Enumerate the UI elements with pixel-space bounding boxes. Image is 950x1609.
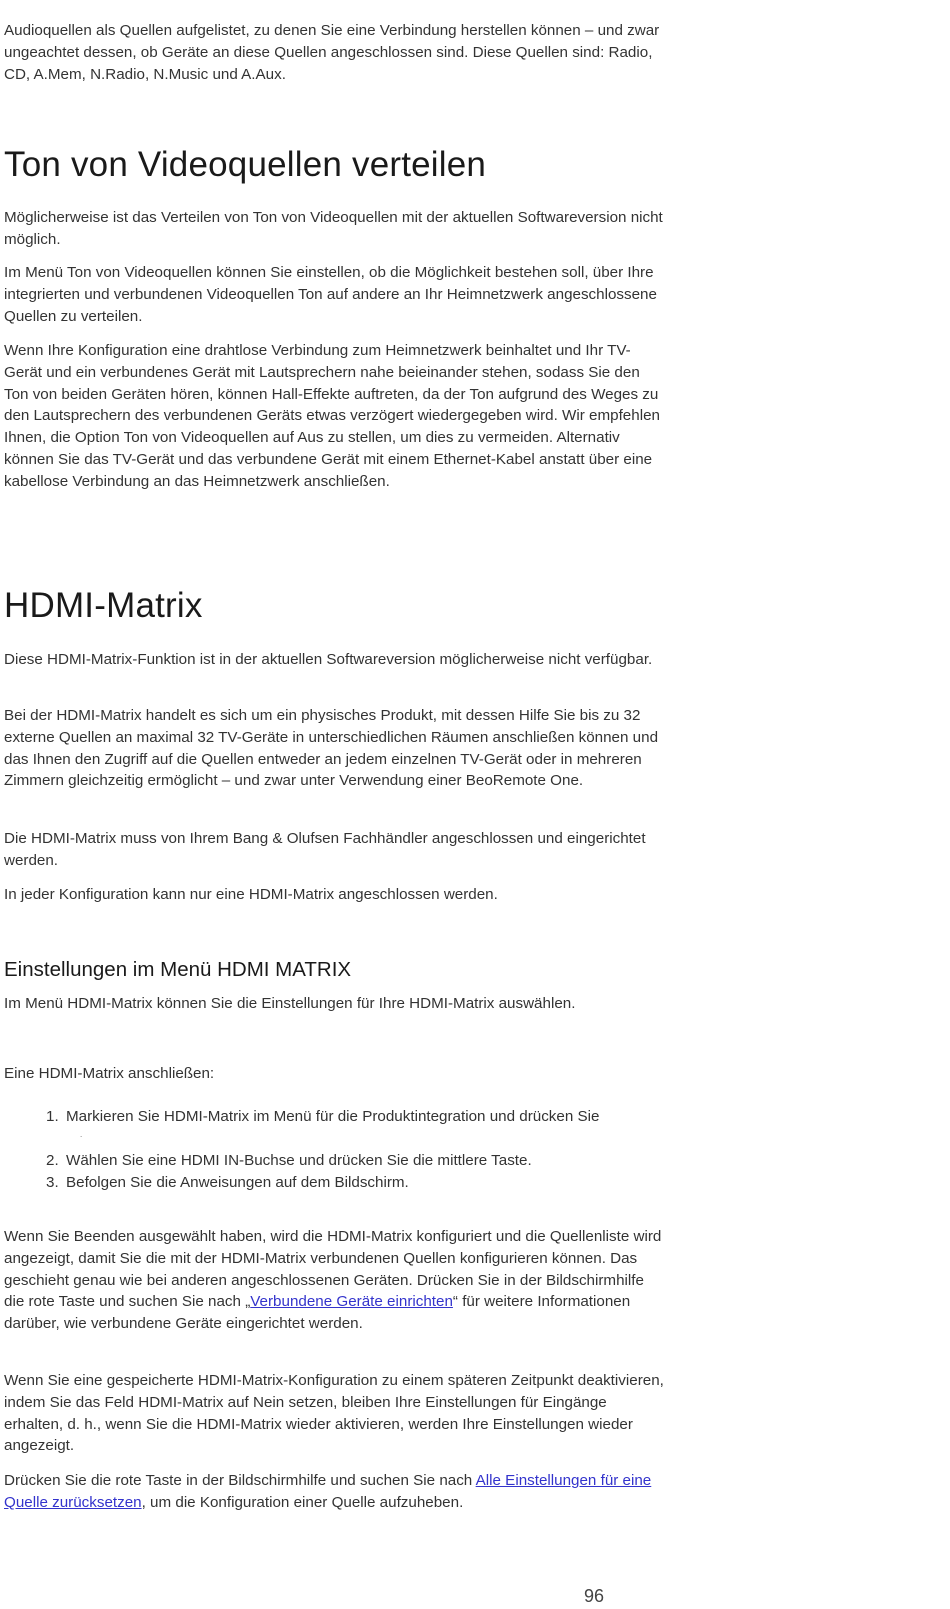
list-item	[4, 1150, 664, 1172]
step-text: Wählen Sie eine HDMI IN-Buchse und drücken Sie die mittlere Taste.	[66, 1152, 532, 1169]
hdmi-paragraph-4: In jeder Konfiguration kann nur eine HDMI-Matrix angeschlossen werden.	[4, 886, 498, 903]
settings-paragraph-4	[4, 1470, 664, 1514]
step-number: 2.	[46, 1152, 59, 1169]
settings-paragraph-1: Im Menü HDMI-Matrix können Sie die Einstellungen für Ihre HDMI-Matrix auswählen.	[4, 995, 576, 1012]
list-item	[4, 1106, 664, 1150]
ton-paragraph-1: Möglicherweise ist das Verteilen von Ton von Videoquellen mit der aktuellen Softwareversion nicht möglich.	[4, 209, 663, 248]
list-intro: Eine HDMI-Matrix anschließen:	[4, 1065, 215, 1082]
step-number: 1.	[46, 1108, 59, 1125]
steps-list	[4, 1106, 664, 1194]
settings-paragraph-4-text: Drücken Sie die rote Taste in der Bildschirmhilfe und suchen Sie nach	[4, 1472, 476, 1489]
step-dot: .	[80, 1130, 83, 1139]
step-number: 3.	[46, 1173, 59, 1191]
link-alle-einstellungen[interactable]: Alle Einstellungen für eine Quelle zurücksetzen	[4, 1472, 652, 1511]
settings-paragraph-2-text: Wenn Sie Beenden ausgewählt haben, wird die HDMI-Matrix konfiguriert und die Quellenliste wird angezeigt, damit Sie die mit der HDMI-Matrix verbundenen Quellen konfigurieren können. Das geschieht genau wie bei anderen angeschlossenen Geräten. Drücken Sie in der Bildschirmhilfe die rote Taste und suchen Sie nach „	[4, 1228, 662, 1311]
settings-paragraph-2-text-end: “ für weitere Informationen darüber, wie verbundene Geräte eingerichtet werden.	[4, 1293, 631, 1333]
heading-einstellungen: Einstellungen im Menü HDMI MATRIX	[4, 958, 352, 981]
settings-paragraph-3: Wenn Sie eine gespeicherte HDMI-Matrix-Konfiguration zu einem späteren Zeitpunkt deaktivieren, indem Sie das Feld HDMI-Matrix auf Nein setzen, bleiben Ihre Einstellungen für Eingänge erhalten, d. h., wenn Sie die HDMI-Matrix wieder aktivieren, werden Ihre Einstellungen wieder angezeigt.	[4, 1372, 664, 1455]
step-text: Befolgen Sie die Anweisungen auf dem Bildschirm.	[66, 1173, 409, 1191]
settings-paragraph-2	[4, 1226, 664, 1335]
ton-paragraph-2: Im Menü Ton von Videoquellen können Sie einstellen, ob die Möglichkeit bestehen soll, über Ihre integrierten und verbundenen Videoquellen Ton auf andere an Ihr Heimnetzwerk angeschlossene Quellen zu verteilen.	[4, 264, 657, 325]
intro-paragraph: Audioquellen als Quellen aufgelistet, zu denen Sie eine Verbindung herstellen können – und zwar ungeachtet dessen, ob Geräte an diese Quellen angeschlossen sind. Diese Quellen sind: Radio, CD, A.Mem, N.Radio, N.Music und A.Aux.	[4, 22, 660, 83]
page-number: 96	[584, 1586, 605, 1606]
ton-paragraph-3: Wenn Ihre Konfiguration eine drahtlose Verbindung zum Heimnetzwerk beinhaltet und Ihr TV-Gerät und ein verbundenes Gerät mit Lautsprechern nahe beieinander stehen, sodass Sie den Ton von beiden Geräten hören, können Hall-Effekte auftreten, da der Ton aufgrund des Weges zu den Lautsprechern des verbundenen Geräts etwas verzögert wiedergegeben wird. Wir empfehlen Ihnen, die Option Ton von Videoquellen auf Aus zu stellen, um dies zu vermeiden. Alternativ können Sie das TV-Gerät und das verbundene Gerät mit einem Ethernet-Kabel anstatt über eine kabellose Verbindung an das Heimnetzwerk anschließen.	[4, 342, 660, 490]
settings-paragraph-4-text-end: , um die Konfiguration einer Quelle aufzuheben.	[141, 1493, 464, 1511]
hdmi-paragraph-3: Die HDMI-Matrix muss von Ihrem Bang & Olufsen Fachhändler angeschlossen und eingerichtet werden.	[4, 830, 646, 869]
list-item	[4, 1172, 664, 1194]
hdmi-paragraph-2: Bei der HDMI-Matrix handelt es sich um ein physisches Produkt, mit dessen Hilfe Sie bis zu 32 externe Quellen an maximal 32 TV-Geräte in unterschiedlichen Räumen anschließen können und das Ihnen den Zugriff auf die Quellen entweder an jedem einzelnen TV-Gerät oder in mehreren Zimmern gleichzeitig ermöglicht – und zwar unter Verwendung einer BeoRemote One.	[4, 707, 659, 790]
heading-ton-von-videoquellen: Ton von Videoquellen verteilen	[4, 145, 487, 184]
hdmi-paragraph-1: Diese HDMI-Matrix-Funktion ist in der aktuellen Softwareversion möglicherweise nicht verfügbar.	[4, 651, 653, 668]
link-verbundene-geraete[interactable]: Verbundene Geräte einrichten	[250, 1293, 453, 1311]
heading-hdmi-matrix: HDMI-Matrix	[4, 586, 203, 625]
step-text: Markieren Sie HDMI-Matrix im Menü für die Produktintegration und drücken Sie	[66, 1108, 600, 1125]
